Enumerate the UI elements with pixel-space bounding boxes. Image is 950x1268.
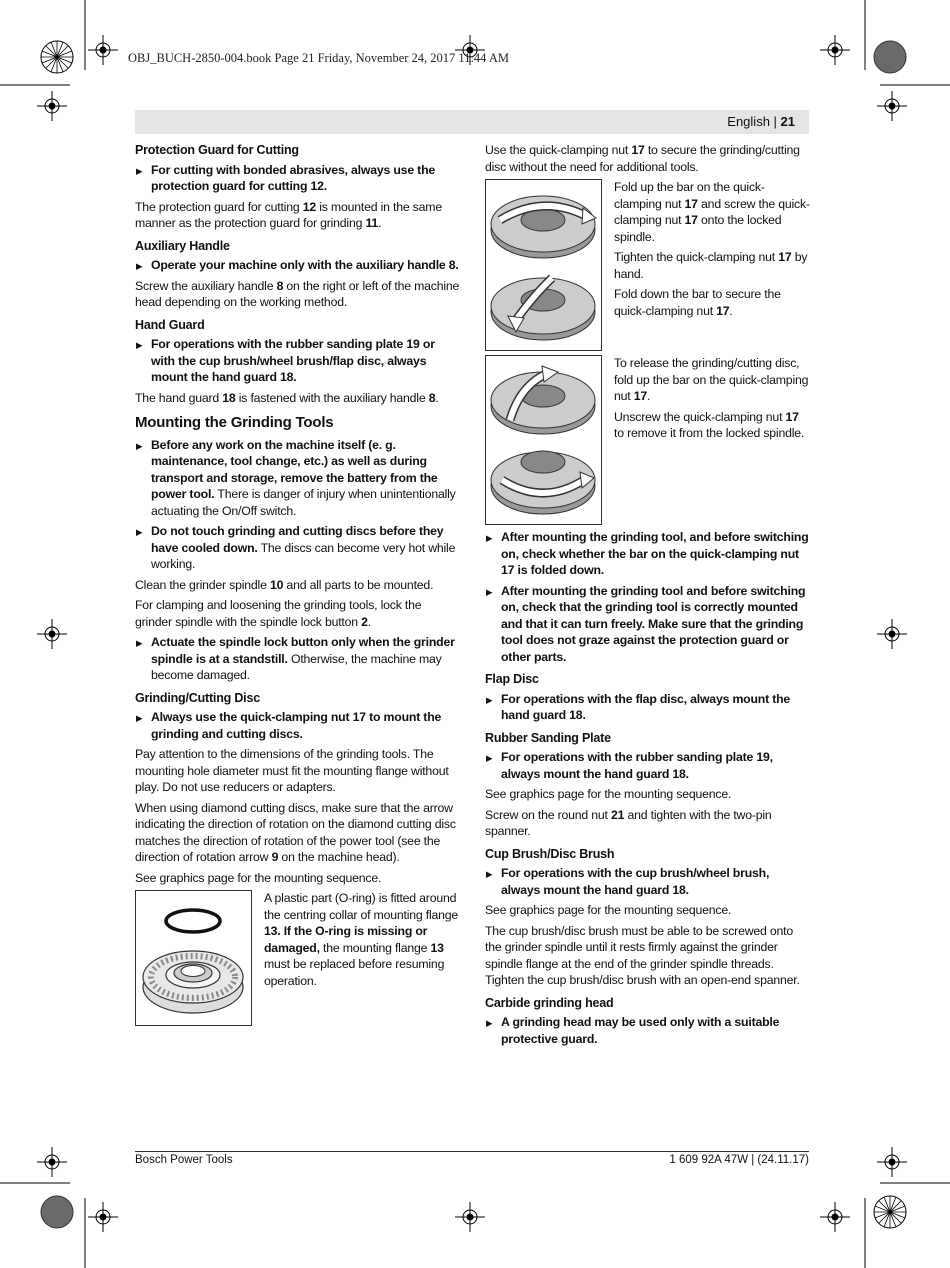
quick-clamp-nut-icon — [486, 180, 601, 350]
paragraph: Unscrew the quick-clamping nut 17 to remove it from the locked spindle. — [614, 409, 805, 440]
page-number: 21 — [780, 114, 795, 129]
paragraph: The cup brush/disc brush must be able to be screwed onto the grinder spindle until it rests firmly against the grinder spindle flange at the end of the grinder spindle threads. Tighten the cup brush/disc brush with an open-end spanner. — [485, 923, 800, 987]
page-header — [727, 114, 795, 129]
registration-cross-icon — [877, 91, 907, 121]
print-info-line: OBJ_BUCH-2850-004.book Page 21 Friday, November 24, 2017 11:44 AM — [128, 51, 509, 65]
bullet-item — [485, 583, 810, 666]
header-language: English — [727, 114, 770, 129]
footer-divider — [135, 1151, 809, 1152]
section-heading: Cup Brush/Disc Brush — [485, 846, 615, 861]
paragraph: A plastic part (O-ring) is fitted around the centring collar of mounting flange 13. If the O-ring is missing or damaged, the mounting flange 13 must be replaced before resuming operation. — [264, 891, 459, 988]
section-heading: Auxiliary Handle — [135, 238, 230, 253]
section-heading: Rubber Sanding Plate — [485, 730, 611, 745]
registration-cross-icon — [37, 91, 67, 121]
paragraph: See graphics page for the mounting sequence. — [485, 787, 732, 801]
paragraph: The protection guard for cutting 12 is mounted in the same manner as the protection guard for grinding 11. — [135, 199, 442, 230]
left-column — [135, 142, 461, 1030]
bullet-text: A grinding head may be used only with a suitable protective guard. — [501, 1015, 780, 1046]
quick-clamp-text-2 — [602, 355, 810, 446]
paragraph: Screw the auxiliary handle 8 on the right or left of the machine head depending on the working method. — [135, 278, 460, 309]
registration-cross-icon — [820, 1202, 850, 1232]
oring-flange-icon — [136, 891, 251, 1025]
quick-clamp-text-1 — [602, 179, 810, 323]
bullet-text: Operate your machine only with the auxiliary handle 8. — [151, 258, 459, 272]
oring-illustration — [135, 890, 252, 1026]
registration-cross-icon — [455, 1202, 485, 1232]
right-column — [485, 142, 810, 1051]
bullet-item: ▶ Before any work on the machine itself (e. g. maintenance, tool change, etc.) as well as during transport and storage, remove the battery from the power tool. There is danger of injury when unintentionally actuating the On/Off switch. — [135, 437, 461, 520]
header-separator: | — [769, 114, 781, 129]
bullet-text: Always use the quick-clamping nut 17 to mount the grinding and cutting discs. — [151, 710, 442, 741]
footer-doc-number: 1 609 92A 47W | (24.11.17) — [669, 1154, 809, 1166]
bullet-text: For operations with the flap disc, always mount the hand guard 18. — [501, 691, 791, 722]
gray-disc-mark-top-right — [874, 41, 906, 73]
paragraph: Screw on the round nut 21 and tighten with the two-pin spanner. — [485, 807, 772, 838]
bullet-item — [485, 865, 810, 898]
quick-clamp-release-illustration — [485, 355, 602, 525]
gray-disc-mark-bottom-left — [41, 1196, 73, 1228]
bullet-text: After mounting the grinding tool, and before switching on, check whether the bar on the quick-clamping nut 17 is folded down. — [501, 530, 809, 577]
bullet-text: For operations with the rubber sanding plate 19 or with the cup brush/wheel brush/flap disc, always mount the hand guard 18. — [151, 337, 435, 384]
paragraph: Fold down the bar to secure the quick-clamping nut 17. — [614, 287, 781, 318]
bullet-item — [485, 1014, 810, 1047]
section-heading: Carbide grinding head — [485, 995, 614, 1010]
bullet-item — [485, 691, 810, 724]
registration-cross-icon — [877, 619, 907, 649]
footer-brand: Bosch Power Tools — [135, 1154, 233, 1166]
oring-figure-row — [135, 890, 461, 1026]
bullet-text: For operations with the rubber sanding plate 19, always mount the hand guard 18. — [501, 750, 773, 781]
registration-cross-icon — [820, 35, 850, 65]
starburst-mark-bottom-right — [874, 1196, 906, 1228]
registration-cross-icon — [88, 35, 118, 65]
bullet-text: For operations with the cup brush/wheel brush, always mount the hand guard 18. — [501, 866, 770, 897]
quick-clamp-figure-2 — [485, 355, 810, 525]
quick-clamp-fasten-illustration — [485, 179, 602, 351]
bullet-item — [135, 162, 461, 195]
oring-text — [252, 890, 461, 993]
section-heading: Hand Guard — [135, 317, 205, 332]
bullet-item: ▶ Actuate the spindle lock button only when the grinder spindle is at a standstill. Otherwise, the machine may become damaged. — [135, 634, 461, 684]
bullet-item — [135, 336, 461, 386]
paragraph: For clamping and loosening the grinding tools, lock the grinder spindle with the spindle lock button 2. — [135, 598, 422, 629]
registration-cross-icon — [37, 619, 67, 649]
registration-cross-icon — [37, 1147, 67, 1177]
quick-clamp-release-icon — [486, 356, 601, 524]
starburst-mark-top-left — [41, 41, 73, 73]
bullet-item — [485, 529, 810, 579]
section-heading: Grinding/Cutting Disc — [135, 690, 260, 705]
paragraph: Clean the grinder spindle 10 and all parts to be mounted. — [135, 577, 434, 592]
bullet-text: For cutting with bonded abrasives, always use the protection guard for cutting 12. — [151, 162, 436, 193]
paragraph: Pay attention to the dimensions of the grinding tools. The mounting hole diameter must fit the mounting flange without play. Do not use reducers or adapters. — [135, 747, 449, 794]
paragraph: See graphics page for the mounting sequence. — [485, 903, 732, 917]
paragraph: Tighten the quick-clamping nut 17 by hand. — [614, 250, 808, 281]
bullet-item — [135, 709, 461, 742]
section-heading: Flap Disc — [485, 672, 539, 686]
paragraph: When using diamond cutting discs, make sure that the arrow indicating the direction of rotation on the diamond cutting disc matches the direction of rotation of the power tool (see the direction of rotation arrow 9 on the machine head). — [135, 800, 456, 864]
quick-clamp-figure-1 — [485, 179, 810, 351]
bullet-item: ▶ Do not touch grinding and cutting discs before they have cooled down. The discs can become very hot while working. — [135, 523, 461, 573]
section-heading: Protection Guard for Cutting — [135, 143, 299, 157]
paragraph: Fold up the bar on the quick-clamping nut 17 and screw the quick-clamping nut 17 onto the locked spindle. — [614, 180, 810, 244]
bullet-item — [135, 257, 461, 274]
chapter-heading: Mounting the Grinding Tools — [135, 414, 334, 431]
page-header-bar — [135, 110, 809, 134]
registration-cross-icon — [877, 1147, 907, 1177]
registration-cross-icon — [88, 1202, 118, 1232]
paragraph: The hand guard 18 is fastened with the auxiliary handle 8. — [135, 390, 439, 405]
bullet-text: After mounting the grinding tool and before switching on, check that the grinding tool is correctly mounted and that it can turn freely. Make sure that the grinding tool does not graze against the protection guard or other parts. — [501, 583, 806, 664]
paragraph: See graphics page for the mounting sequence. — [135, 870, 382, 885]
paragraph: To release the grinding/cutting disc, fold up the bar on the quick-clamping nut 17. — [614, 356, 809, 403]
paragraph: Use the quick-clamping nut 17 to secure the grinding/cutting disc without the need for additional tools. — [485, 143, 800, 174]
bullet-item — [485, 749, 810, 782]
